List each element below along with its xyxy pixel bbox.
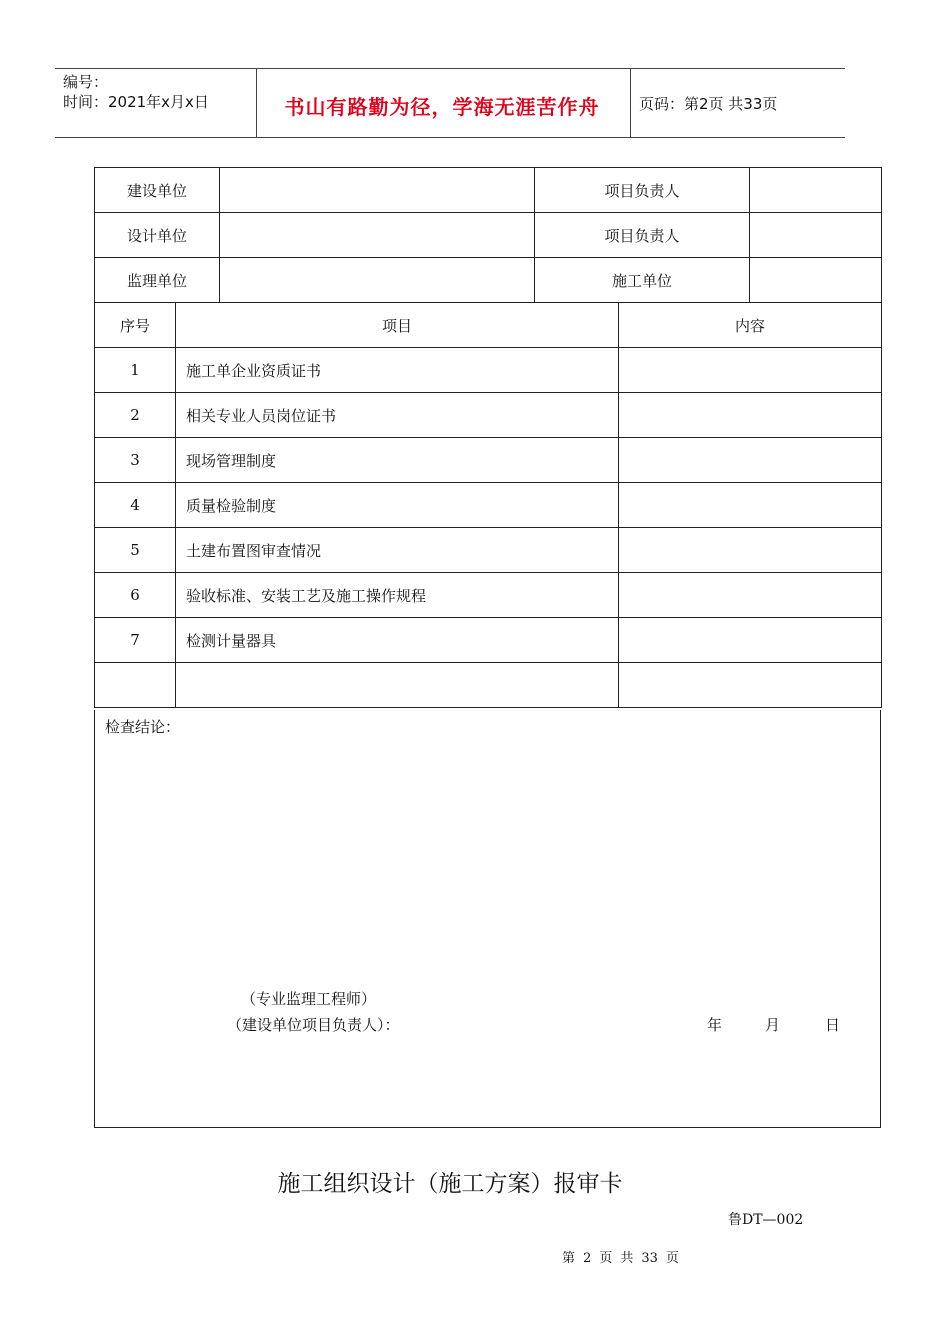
info-label: 设计单位 — [95, 213, 220, 258]
row-number: 3 — [95, 438, 176, 483]
signer-line-2: （建设单位项目负责人）： — [227, 1016, 400, 1034]
table-row — [95, 438, 882, 483]
header-divider — [630, 69, 631, 137]
table-row — [95, 573, 882, 618]
footer-total: 33 — [641, 1251, 658, 1266]
row-item: 检测计量器具 — [176, 618, 619, 663]
info-right-label: 项目负责人 — [535, 213, 750, 258]
date-month: 月 — [765, 1016, 781, 1034]
items-table — [94, 302, 882, 708]
date-year: 年 — [707, 1016, 723, 1034]
info-right-label: 项目负责人 — [535, 168, 750, 213]
info-label: 监理单位 — [95, 258, 220, 303]
row-item: 施工单企业资质证书 — [176, 348, 619, 393]
signer-line-1: （专业监理工程师） — [241, 990, 377, 1008]
row-number: 7 — [95, 618, 176, 663]
footer-page: 2 — [583, 1251, 592, 1266]
row-item: 现场管理制度 — [176, 438, 619, 483]
info-right-value — [750, 258, 882, 303]
items-header-row — [95, 303, 882, 348]
footer-ye: 页 — [599, 1251, 613, 1266]
row-item: 土建布置图审查情况 — [176, 528, 619, 573]
info-right-label: 施工单位 — [535, 258, 750, 303]
row-number: 1 — [95, 348, 176, 393]
table-row — [95, 348, 882, 393]
row-content — [619, 483, 882, 528]
page-header — [55, 68, 845, 138]
row-content — [619, 348, 882, 393]
footer-gong: 共 — [620, 1251, 634, 1266]
time-label: 时间：2021年x月x日 — [63, 93, 209, 111]
row-number: 4 — [95, 483, 176, 528]
info-row — [95, 258, 882, 303]
header-motto: 书山有路勤为径，学海无涯苦作舟 — [284, 95, 600, 119]
footer-di: 第 — [562, 1251, 576, 1266]
column-header: 项目 — [176, 303, 619, 348]
row-number: 6 — [95, 573, 176, 618]
row-item: 质量检验制度 — [176, 483, 619, 528]
column-header: 内容 — [619, 303, 882, 348]
info-row — [95, 213, 882, 258]
row-content — [619, 618, 882, 663]
row-number: 5 — [95, 528, 176, 573]
table-row — [95, 393, 882, 438]
row-content — [619, 573, 882, 618]
row-content — [619, 438, 882, 483]
row-item: 验收标准、安装工艺及施工操作规程 — [176, 573, 619, 618]
row-content — [619, 393, 882, 438]
conclusion-label: 检查结论： — [105, 718, 181, 736]
document-code: 鲁DT—002 — [728, 1212, 804, 1228]
serial-label: 编号： — [63, 73, 109, 91]
row-number — [95, 663, 176, 708]
info-value — [220, 213, 535, 258]
unit-info-table — [94, 167, 882, 303]
row-content — [619, 528, 882, 573]
conclusion-box — [94, 710, 881, 1128]
header-meta — [63, 72, 209, 112]
header-page-info: 页码：第2页 共33页 — [639, 95, 778, 113]
row-item — [176, 663, 619, 708]
info-label: 建设单位 — [95, 168, 220, 213]
document-title: 施工组织设计（施工方案）报审卡 — [277, 1171, 623, 1197]
info-row — [95, 168, 882, 213]
table-row — [95, 483, 882, 528]
row-number: 2 — [95, 393, 176, 438]
info-value — [220, 168, 535, 213]
row-item: 相关专业人员岗位证书 — [176, 393, 619, 438]
info-right-value — [750, 168, 882, 213]
page-footer — [0, 1247, 950, 1266]
footer-ye: 页 — [665, 1251, 679, 1266]
table-row — [95, 618, 882, 663]
table-row — [95, 528, 882, 573]
column-header: 序号 — [95, 303, 176, 348]
date-day: 日 — [825, 1016, 841, 1034]
table-row — [95, 663, 882, 708]
info-value — [220, 258, 535, 303]
row-content — [619, 663, 882, 708]
info-right-value — [750, 213, 882, 258]
